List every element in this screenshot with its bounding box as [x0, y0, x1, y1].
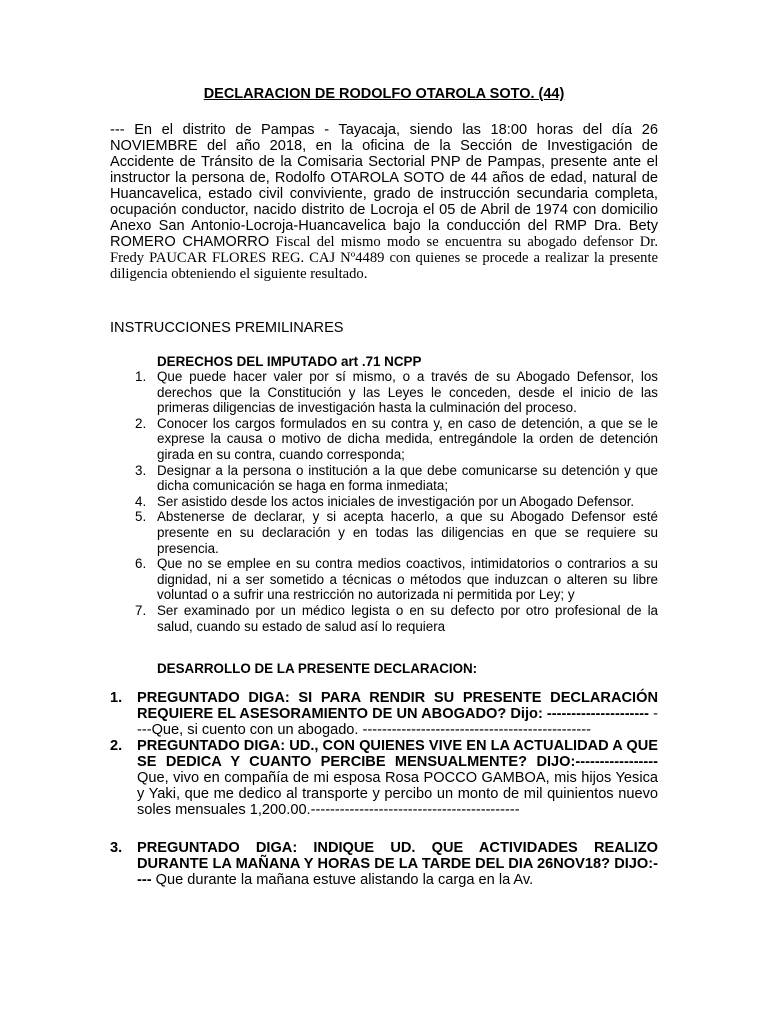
- respuesta-text: ----Que, si cuento con un abogado. -----------------------------------------------: [137, 706, 658, 738]
- derecho-text: Ser asistido desde los actos iniciales de investigación por un Abogado Defensor.: [157, 493, 635, 509]
- derechos-heading: DERECHOS DEL IMPUTADO art .71 NCPP: [157, 354, 422, 369]
- dijo-label: Dijo: ---------------------: [510, 706, 649, 722]
- pregunta-number: 1.: [110, 690, 123, 706]
- derecho-item: [110, 509, 658, 556]
- desarrollo-heading: DESARROLLO DE LA PRESENTE DECLARACION:: [157, 661, 478, 676]
- intro-text-serif: Fiscal del mismo modo se encuentra su abogado defensor Dr. Fredy PAUCAR FLORES REG. CAJ Nº4489 con quienes se procede a realizar la presente diligencia obteniendo el siguiente resultado.: [110, 234, 658, 282]
- instrucciones-heading: INSTRUCCIONES PREMILINARES: [110, 320, 344, 336]
- derecho-item: [110, 494, 658, 510]
- document-title: DECLARACION DE RODOLFO OTAROLA SOTO. (44): [203, 86, 565, 102]
- derecho-text: Ser examinado por un médico legista o en su defecto por otro profesional de la salud, cuando su estado de salud así lo requiera: [157, 602, 658, 634]
- preguntas-list: [110, 690, 658, 888]
- derecho-number: 1.: [135, 369, 147, 384]
- derecho-text: Designar a la persona o institución a la que debe comunicarse su detención y que dicha comunicación se haga en forma inmediata;: [157, 462, 658, 494]
- pregunta-text: PREGUNTADO DIGA: SI PARA RENDIR SU PRESENTE DECLARACIÓN REQUIERE EL ASESORAMIENTO DE UN ABOGADO?: [137, 690, 658, 722]
- derecho-number: 5.: [135, 509, 147, 525]
- derecho-number: 2.: [135, 415, 147, 431]
- derecho-item: [110, 369, 658, 416]
- dijo-label: DIJO:----: [137, 856, 658, 888]
- derecho-number: 3.: [135, 462, 147, 478]
- derecho-text: Conocer los cargos formulados en su contra y, en caso de detención, a que se le exprese la causa o motivo de dicha medida, entregándole la orden de detención girada en su contra, cuando corresponda;: [157, 415, 658, 462]
- derecho-number: 7.: [135, 602, 147, 618]
- respuesta-text: Que durante la mañana estuve alistando la carga en la Av.: [151, 872, 534, 888]
- pregunta-item: [110, 840, 658, 888]
- pregunta-text: PREGUNTADO DIGA: UD., CON QUIENES VIVE EN LA ACTUALIDAD A QUE SE DEDICA Y CUANTO PERCIBE MENSUALMENTE?: [137, 738, 658, 770]
- derecho-text: Que puede hacer valer por sí mismo, o a través de su Abogado Defensor, los derechos que la Constitución y las Leyes le conceden, desde el inicio de las primeras diligencias de investigación hasta la culminación del proceso.: [157, 369, 658, 416]
- respuesta-text: Que, vivo en compañía de mi esposa Rosa POCCO GAMBOA, mis hijos Yesica y Yaki, que me dedico al transporte y percibo un monto de mil quinientos nuevo soles mensuales 1,200.00.-------------------------------------------: [137, 770, 658, 818]
- derecho-item: [110, 556, 658, 603]
- derecho-text: Abstenerse de declarar, y si acepta hacerlo, a que su Abogado Defensor esté presente en su declaración y en todas las diligencias en que se requiere su presencia.: [157, 509, 658, 556]
- derecho-text: Que no se emplee en su contra medios coactivos, intimidatorios o contrarios a su dignidad, ni a ser sometido a técnicas o métodos que induzcan o alteren su libre voluntad o a sufrir una restricción no autorizada ni permitida por Ley; y: [157, 556, 658, 603]
- derechos-list: [110, 369, 658, 634]
- pregunta-item: [110, 690, 658, 738]
- intro-text: --- En el distrito de Pampas - Tayacaja, siendo las 18:00 horas del día 26 NOVIEMBRE del año 2018, en la oficina de la Sección de Investigación de Accidente de Tránsito de la Comisaria Sectorial PNP de Pampas, presente ante el instructor la persona de, Rodolfo OTAROLA SOTO de 44 años de edad, natural de Huancavelica, estado civil conviviente, grado de instrucción secundaria completa, ocupación conductor, nacido distrito de Locroja el 05 de Abril de 1974 con domicilio Anexo San Antonio-Locroja-Huancavelica bajo la conducción del RMP Dra. Bety ROMERO CHAMORRO: [110, 122, 658, 250]
- derecho-item: [110, 416, 658, 463]
- pregunta-text: PREGUNTADO DIGA: INDIQUE UD. QUE ACTIVIDADES REALIZO DURANTE LA MAÑANA Y HORAS DE LA TARDE DEL DIA 26NOV18?: [137, 840, 658, 872]
- intro-paragraph: [110, 122, 658, 282]
- pregunta-item: [110, 738, 658, 818]
- derecho-number: 4.: [135, 493, 147, 509]
- derecho-item: [110, 463, 658, 494]
- pregunta-number: 3.: [110, 840, 123, 856]
- derecho-item: [110, 603, 658, 634]
- dijo-label: DIJO:-----------------: [536, 754, 658, 770]
- derecho-number: 6.: [135, 556, 147, 572]
- pregunta-number: 2.: [110, 738, 123, 754]
